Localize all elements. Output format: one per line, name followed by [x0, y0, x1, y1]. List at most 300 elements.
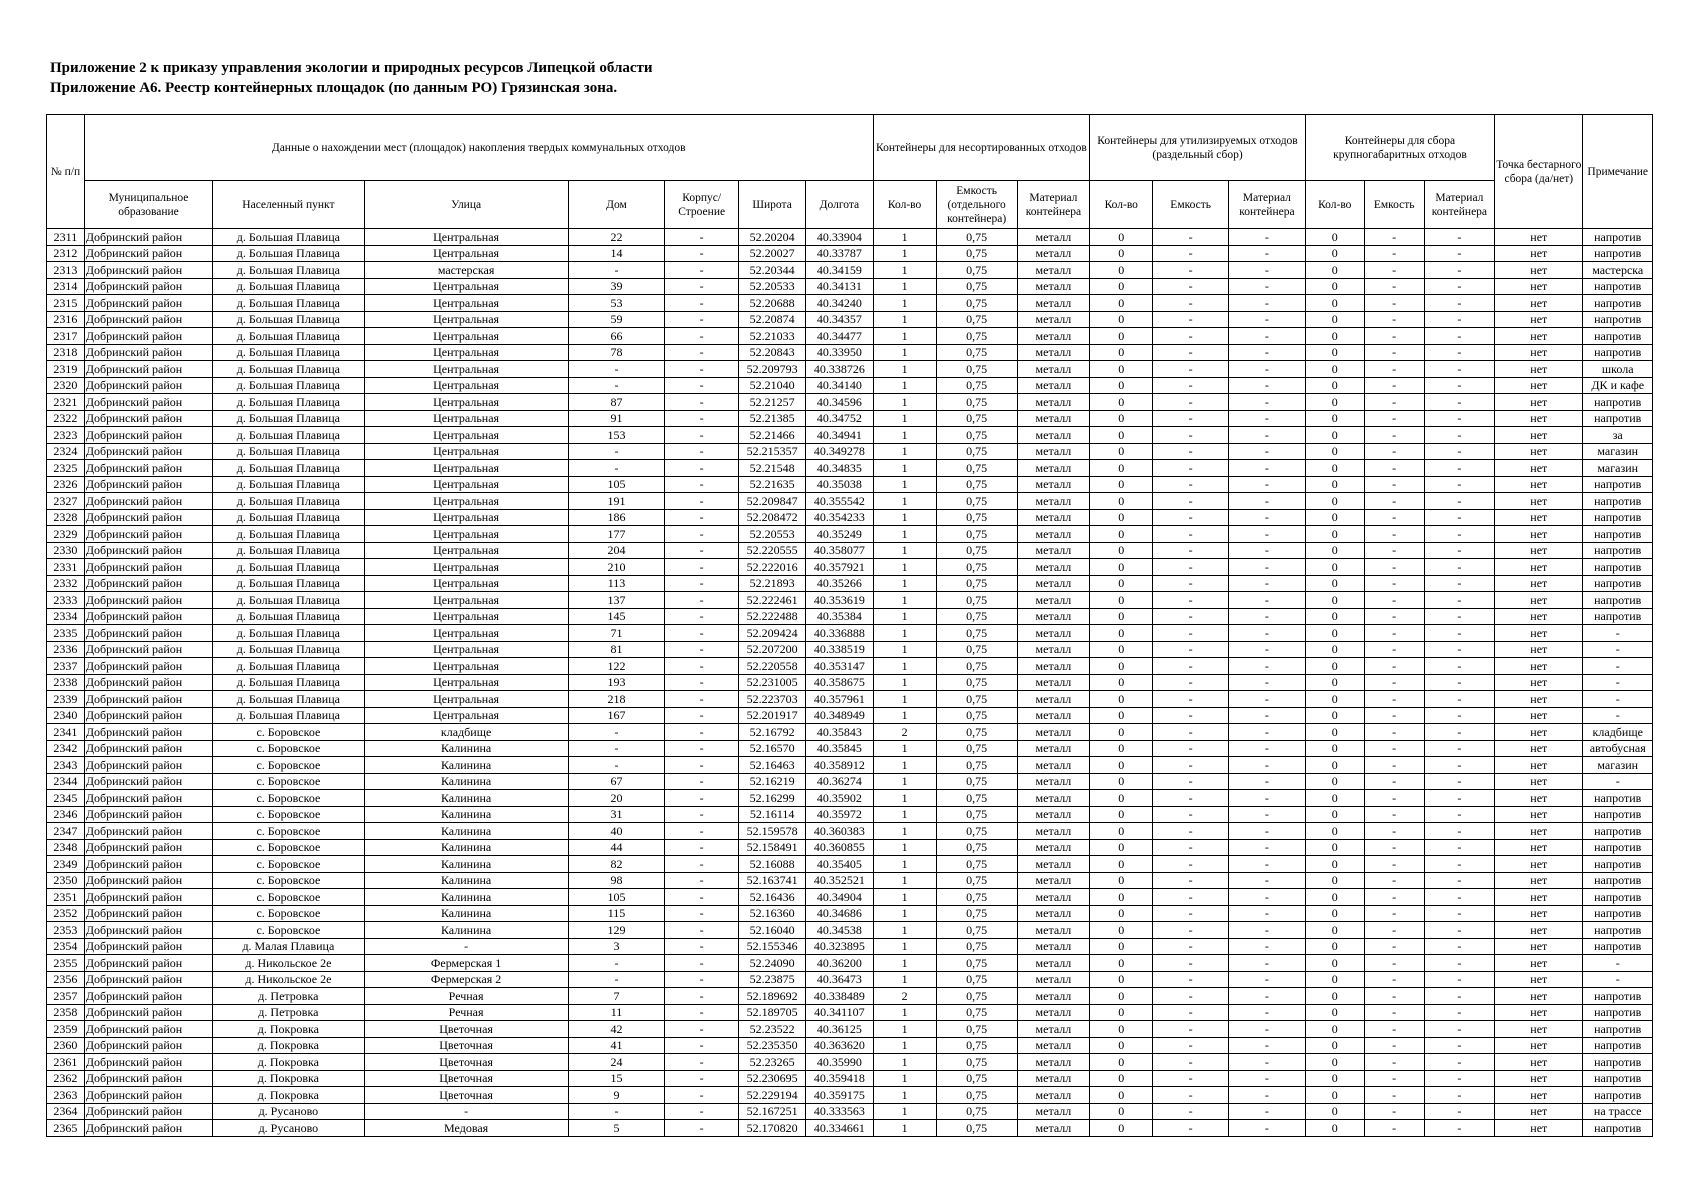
cell-longitude: 40.35845 — [806, 740, 873, 757]
cell-latitude: 52.209424 — [738, 625, 805, 642]
cell-notes: напротив — [1583, 872, 1653, 889]
cell-recyclable-material: - — [1229, 856, 1306, 873]
cell-house: 14 — [568, 245, 665, 262]
cell-unsorted-capacity: 0,75 — [936, 790, 1017, 807]
document-titles — [50, 58, 653, 98]
cell-recyclable-count: 0 — [1090, 542, 1153, 559]
cell-bagless: нет — [1495, 493, 1583, 510]
header-recyclable-count: Кол-во — [1090, 181, 1153, 229]
cell-building: - — [665, 856, 739, 873]
cell-house: 105 — [568, 889, 665, 906]
cell-recyclable-material: - — [1229, 988, 1306, 1005]
cell-latitude: 52.159578 — [738, 823, 805, 840]
cell-recyclable-capacity: - — [1153, 1087, 1229, 1104]
cell-street: Центральная — [364, 559, 568, 576]
cell-unsorted-material: металл — [1017, 691, 1090, 708]
table-row — [47, 394, 1653, 411]
cell-latitude: 52.215357 — [738, 443, 805, 460]
cell-settlement: д. Русаново — [213, 1120, 364, 1137]
cell-unsorted-capacity: 0,75 — [936, 1070, 1017, 1087]
header-unsorted-material: Материал контейнера — [1017, 181, 1090, 229]
table-row — [47, 443, 1653, 460]
cell-bulky-count: 0 — [1305, 1120, 1364, 1137]
cell-settlement: д. Русаново — [213, 1103, 364, 1120]
cell-notes: за — [1583, 427, 1653, 444]
cell-recyclable-count: 0 — [1090, 889, 1153, 906]
cell-num: 2335 — [47, 625, 85, 642]
cell-bulky-capacity: - — [1364, 245, 1424, 262]
cell-latitude: 52.170820 — [738, 1120, 805, 1137]
cell-recyclable-capacity: - — [1153, 394, 1229, 411]
cell-num: 2350 — [47, 872, 85, 889]
cell-house: 129 — [568, 922, 665, 939]
cell-bulky-material: - — [1424, 1103, 1494, 1120]
cell-unsorted-material: металл — [1017, 328, 1090, 345]
cell-unsorted-material: металл — [1017, 790, 1090, 807]
cell-notes: напротив — [1583, 509, 1653, 526]
cell-bulky-capacity: - — [1364, 707, 1424, 724]
cell-unsorted-material: металл — [1017, 724, 1090, 741]
cell-recyclable-count: 0 — [1090, 740, 1153, 757]
cell-longitude: 40.357921 — [806, 559, 873, 576]
cell-street: Центральная — [364, 361, 568, 378]
cell-bulky-capacity: - — [1364, 625, 1424, 642]
cell-unsorted-capacity: 0,75 — [936, 229, 1017, 246]
cell-bulky-count: 0 — [1305, 229, 1364, 246]
table-row — [47, 740, 1653, 757]
cell-recyclable-capacity: - — [1153, 526, 1229, 543]
cell-bulky-count: 0 — [1305, 839, 1364, 856]
cell-recyclable-material: - — [1229, 344, 1306, 361]
cell-latitude: 52.222016 — [738, 559, 805, 576]
header-house: Дом — [568, 181, 665, 229]
cell-unsorted-capacity: 0,75 — [936, 905, 1017, 922]
table-row — [47, 707, 1653, 724]
cell-settlement: с. Боровское — [213, 806, 364, 823]
cell-house: 44 — [568, 839, 665, 856]
cell-bagless: нет — [1495, 674, 1583, 691]
cell-unsorted-count: 2 — [873, 988, 936, 1005]
table-row — [47, 971, 1653, 988]
cell-recyclable-capacity: - — [1153, 229, 1229, 246]
cell-bagless: нет — [1495, 823, 1583, 840]
cell-num: 2320 — [47, 377, 85, 394]
cell-num: 2340 — [47, 707, 85, 724]
cell-recyclable-material: - — [1229, 806, 1306, 823]
cell-unsorted-capacity: 0,75 — [936, 1004, 1017, 1021]
cell-bagless: нет — [1495, 229, 1583, 246]
cell-longitude: 40.34835 — [806, 460, 873, 477]
table-row — [47, 1103, 1653, 1120]
cell-bulky-material: - — [1424, 658, 1494, 675]
cell-recyclable-count: 0 — [1090, 575, 1153, 592]
cell-bulky-count: 0 — [1305, 608, 1364, 625]
cell-unsorted-capacity: 0,75 — [936, 608, 1017, 625]
cell-recyclable-material: - — [1229, 542, 1306, 559]
cell-notes: напротив — [1583, 410, 1653, 427]
cell-recyclable-count: 0 — [1090, 278, 1153, 295]
cell-recyclable-capacity: - — [1153, 278, 1229, 295]
cell-latitude: 52.24090 — [738, 955, 805, 972]
cell-bulky-capacity: - — [1364, 823, 1424, 840]
table-header — [47, 115, 1653, 229]
cell-street: Центральная — [364, 625, 568, 642]
cell-bulky-material: - — [1424, 460, 1494, 477]
cell-recyclable-material: - — [1229, 377, 1306, 394]
cell-unsorted-count: 1 — [873, 245, 936, 262]
cell-bulky-material: - — [1424, 988, 1494, 1005]
cell-longitude: 40.355542 — [806, 493, 873, 510]
cell-building: - — [665, 1037, 739, 1054]
cell-unsorted-count: 1 — [873, 955, 936, 972]
cell-municipality: Добринский район — [84, 410, 212, 427]
cell-unsorted-count: 1 — [873, 823, 936, 840]
cell-municipality: Добринский район — [84, 344, 212, 361]
cell-latitude: 52.23265 — [738, 1054, 805, 1071]
cell-latitude: 52.16792 — [738, 724, 805, 741]
cell-bulky-capacity: - — [1364, 724, 1424, 741]
cell-unsorted-capacity: 0,75 — [936, 773, 1017, 790]
cell-longitude: 40.363620 — [806, 1037, 873, 1054]
cell-bulky-capacity: - — [1364, 542, 1424, 559]
cell-bagless: нет — [1495, 658, 1583, 675]
cell-longitude: 40.348949 — [806, 707, 873, 724]
cell-street: Центральная — [364, 476, 568, 493]
table-row — [47, 559, 1653, 576]
cell-bulky-capacity: - — [1364, 311, 1424, 328]
cell-num: 2323 — [47, 427, 85, 444]
cell-bulky-capacity: - — [1364, 988, 1424, 1005]
cell-num: 2311 — [47, 229, 85, 246]
cell-building: - — [665, 278, 739, 295]
cell-building: - — [665, 229, 739, 246]
cell-street: Центральная — [364, 526, 568, 543]
cell-num: 2314 — [47, 278, 85, 295]
cell-municipality: Добринский район — [84, 971, 212, 988]
cell-recyclable-count: 0 — [1090, 559, 1153, 576]
cell-longitude: 40.334661 — [806, 1120, 873, 1137]
cell-recyclable-material: - — [1229, 674, 1306, 691]
cell-recyclable-material: - — [1229, 410, 1306, 427]
cell-bulky-material: - — [1424, 790, 1494, 807]
cell-recyclable-count: 0 — [1090, 311, 1153, 328]
cell-bulky-capacity: - — [1364, 757, 1424, 774]
cell-street: Центральная — [364, 592, 568, 609]
cell-latitude: 52.207200 — [738, 641, 805, 658]
table-row — [47, 773, 1653, 790]
cell-longitude: 40.333563 — [806, 1103, 873, 1120]
cell-notes: напротив — [1583, 839, 1653, 856]
cell-unsorted-material: металл — [1017, 773, 1090, 790]
cell-unsorted-material: металл — [1017, 559, 1090, 576]
cell-municipality: Добринский район — [84, 674, 212, 691]
cell-municipality: Добринский район — [84, 361, 212, 378]
cell-unsorted-material: металл — [1017, 641, 1090, 658]
cell-num: 2354 — [47, 938, 85, 955]
cell-bagless: нет — [1495, 262, 1583, 279]
cell-notes: - — [1583, 625, 1653, 642]
cell-unsorted-material: металл — [1017, 427, 1090, 444]
cell-recyclable-capacity: - — [1153, 361, 1229, 378]
cell-bulky-capacity: - — [1364, 740, 1424, 757]
cell-bulky-capacity: - — [1364, 889, 1424, 906]
cell-street: Калинина — [364, 806, 568, 823]
header-recyclable-capacity: Емкость — [1153, 181, 1229, 229]
cell-unsorted-material: металл — [1017, 262, 1090, 279]
header-unsorted-capacity: Емкость (отдельного контейнера) — [936, 181, 1017, 229]
cell-num: 2322 — [47, 410, 85, 427]
cell-house: 31 — [568, 806, 665, 823]
cell-bulky-capacity: - — [1364, 592, 1424, 609]
cell-bagless: нет — [1495, 691, 1583, 708]
cell-notes: напротив — [1583, 905, 1653, 922]
cell-bulky-count: 0 — [1305, 707, 1364, 724]
cell-bulky-capacity: - — [1364, 938, 1424, 955]
cell-unsorted-count: 1 — [873, 757, 936, 774]
cell-street: Речная — [364, 1004, 568, 1021]
cell-house: - — [568, 262, 665, 279]
cell-num: 2353 — [47, 922, 85, 939]
cell-bulky-material: - — [1424, 905, 1494, 922]
cell-recyclable-count: 0 — [1090, 1070, 1153, 1087]
cell-settlement: с. Боровское — [213, 790, 364, 807]
cell-longitude: 40.336888 — [806, 625, 873, 642]
cell-bulky-material: - — [1424, 823, 1494, 840]
cell-street: кладбище — [364, 724, 568, 741]
cell-house: 24 — [568, 1054, 665, 1071]
cell-settlement: д. Большая Плавица — [213, 559, 364, 576]
cell-bagless: нет — [1495, 592, 1583, 609]
cell-longitude: 40.34596 — [806, 394, 873, 411]
cell-unsorted-capacity: 0,75 — [936, 394, 1017, 411]
cell-num: 2331 — [47, 559, 85, 576]
cell-street: Центральная — [364, 608, 568, 625]
cell-house: 98 — [568, 872, 665, 889]
cell-unsorted-count: 1 — [873, 476, 936, 493]
cell-municipality: Добринский район — [84, 608, 212, 625]
cell-num: 2337 — [47, 658, 85, 675]
cell-bulky-count: 0 — [1305, 410, 1364, 427]
cell-bulky-material: - — [1424, 625, 1494, 642]
cell-municipality: Добринский район — [84, 872, 212, 889]
table-row — [47, 1037, 1653, 1054]
cell-municipality: Добринский район — [84, 278, 212, 295]
cell-bulky-capacity: - — [1364, 905, 1424, 922]
header-street: Улица — [364, 181, 568, 229]
cell-num: 2352 — [47, 905, 85, 922]
cell-house: 67 — [568, 773, 665, 790]
cell-unsorted-material: металл — [1017, 1087, 1090, 1104]
cell-recyclable-capacity: - — [1153, 856, 1229, 873]
cell-latitude: 52.230695 — [738, 1070, 805, 1087]
cell-recyclable-count: 0 — [1090, 691, 1153, 708]
cell-recyclable-material: - — [1229, 823, 1306, 840]
cell-building: - — [665, 245, 739, 262]
cell-street: Центральная — [364, 229, 568, 246]
cell-num: 2363 — [47, 1087, 85, 1104]
cell-unsorted-capacity: 0,75 — [936, 311, 1017, 328]
cell-building: - — [665, 311, 739, 328]
cell-unsorted-count: 1 — [873, 460, 936, 477]
cell-bulky-count: 0 — [1305, 823, 1364, 840]
cell-bulky-count: 0 — [1305, 922, 1364, 939]
cell-municipality: Добринский район — [84, 905, 212, 922]
cell-recyclable-count: 0 — [1090, 344, 1153, 361]
cell-unsorted-material: металл — [1017, 938, 1090, 955]
cell-unsorted-count: 1 — [873, 658, 936, 675]
cell-house: - — [568, 740, 665, 757]
cell-unsorted-capacity: 0,75 — [936, 707, 1017, 724]
cell-unsorted-capacity: 0,75 — [936, 1087, 1017, 1104]
cell-num: 2365 — [47, 1120, 85, 1137]
cell-bagless: нет — [1495, 889, 1583, 906]
cell-street: Центральная — [364, 245, 568, 262]
cell-bulky-count: 0 — [1305, 955, 1364, 972]
cell-settlement: д. Большая Плавица — [213, 526, 364, 543]
cell-longitude: 40.338519 — [806, 641, 873, 658]
cell-bulky-capacity: - — [1364, 1070, 1424, 1087]
cell-unsorted-material: металл — [1017, 443, 1090, 460]
cell-notes: напротив — [1583, 1037, 1653, 1054]
cell-notes: ДК и кафе — [1583, 377, 1653, 394]
cell-bulky-capacity: - — [1364, 278, 1424, 295]
cell-settlement: д. Большая Плавица — [213, 575, 364, 592]
cell-notes: напротив — [1583, 922, 1653, 939]
cell-municipality: Добринский район — [84, 757, 212, 774]
cell-bulky-count: 0 — [1305, 889, 1364, 906]
cell-unsorted-capacity: 0,75 — [936, 988, 1017, 1005]
cell-bulky-capacity: - — [1364, 377, 1424, 394]
cell-longitude: 40.35038 — [806, 476, 873, 493]
cell-building: - — [665, 1054, 739, 1071]
cell-municipality: Добринский район — [84, 790, 212, 807]
cell-longitude: 40.34686 — [806, 905, 873, 922]
cell-notes: напротив — [1583, 592, 1653, 609]
cell-unsorted-material: металл — [1017, 542, 1090, 559]
cell-longitude: 40.354233 — [806, 509, 873, 526]
cell-municipality: Добринский район — [84, 427, 212, 444]
cell-settlement: д. Большая Плавица — [213, 625, 364, 642]
cell-street: Центральная — [364, 295, 568, 312]
cell-recyclable-material: - — [1229, 443, 1306, 460]
cell-notes: мастерска — [1583, 262, 1653, 279]
cell-bulky-count: 0 — [1305, 740, 1364, 757]
cell-num: 2321 — [47, 394, 85, 411]
cell-num: 2341 — [47, 724, 85, 741]
cell-settlement: д. Большая Плавица — [213, 460, 364, 477]
cell-bulky-count: 0 — [1305, 493, 1364, 510]
cell-house: 66 — [568, 328, 665, 345]
cell-settlement: с. Боровское — [213, 724, 364, 741]
cell-street: Калинина — [364, 757, 568, 774]
cell-bulky-count: 0 — [1305, 592, 1364, 609]
cell-unsorted-count: 1 — [873, 575, 936, 592]
cell-street: Центральная — [364, 328, 568, 345]
cell-unsorted-count: 1 — [873, 856, 936, 873]
table-row — [47, 839, 1653, 856]
cell-latitude: 52.167251 — [738, 1103, 805, 1120]
cell-latitude: 52.158491 — [738, 839, 805, 856]
cell-recyclable-material: - — [1229, 889, 1306, 906]
cell-building: - — [665, 740, 739, 757]
cell-latitude: 52.23522 — [738, 1021, 805, 1038]
cell-recyclable-capacity: - — [1153, 1103, 1229, 1120]
cell-bagless: нет — [1495, 509, 1583, 526]
cell-recyclable-capacity: - — [1153, 575, 1229, 592]
cell-building: - — [665, 955, 739, 972]
cell-recyclable-material: - — [1229, 1087, 1306, 1104]
cell-recyclable-count: 0 — [1090, 641, 1153, 658]
cell-street: Центральная — [364, 509, 568, 526]
cell-unsorted-count: 1 — [873, 311, 936, 328]
cell-unsorted-material: металл — [1017, 245, 1090, 262]
cell-unsorted-material: металл — [1017, 823, 1090, 840]
cell-unsorted-capacity: 0,75 — [936, 806, 1017, 823]
cell-street: Центральная — [364, 443, 568, 460]
cell-house: 15 — [568, 1070, 665, 1087]
cell-recyclable-count: 0 — [1090, 707, 1153, 724]
cell-bulky-material: - — [1424, 361, 1494, 378]
table-row — [47, 1021, 1653, 1038]
cell-building: - — [665, 625, 739, 642]
cell-bulky-count: 0 — [1305, 443, 1364, 460]
cell-municipality: Добринский район — [84, 542, 212, 559]
cell-house: 81 — [568, 641, 665, 658]
cell-num: 2343 — [47, 757, 85, 774]
cell-bulky-count: 0 — [1305, 872, 1364, 889]
title-line-2: Приложение А6. Реестр контейнерных площадок (по данным РО) Грязинская зона. — [50, 80, 618, 96]
cell-recyclable-material: - — [1229, 641, 1306, 658]
cell-bulky-material: - — [1424, 839, 1494, 856]
cell-unsorted-material: металл — [1017, 311, 1090, 328]
cell-street: - — [364, 938, 568, 955]
cell-bulky-count: 0 — [1305, 806, 1364, 823]
cell-unsorted-material: металл — [1017, 476, 1090, 493]
cell-bulky-count: 0 — [1305, 542, 1364, 559]
cell-settlement: д. Большая Плавица — [213, 361, 364, 378]
cell-municipality: Добринский район — [84, 938, 212, 955]
cell-recyclable-material: - — [1229, 559, 1306, 576]
cell-recyclable-capacity: - — [1153, 493, 1229, 510]
cell-street: Цветочная — [364, 1021, 568, 1038]
cell-bagless: нет — [1495, 608, 1583, 625]
cell-municipality: Добринский район — [84, 229, 212, 246]
cell-municipality: Добринский район — [84, 1037, 212, 1054]
cell-building: - — [665, 872, 739, 889]
cell-house: 115 — [568, 905, 665, 922]
cell-unsorted-count: 1 — [873, 889, 936, 906]
cell-bulky-count: 0 — [1305, 1070, 1364, 1087]
cell-recyclable-material: - — [1229, 476, 1306, 493]
cell-settlement: с. Боровское — [213, 872, 364, 889]
cell-num: 2361 — [47, 1054, 85, 1071]
cell-recyclable-count: 0 — [1090, 427, 1153, 444]
table-row — [47, 806, 1653, 823]
cell-municipality: Добринский район — [84, 707, 212, 724]
cell-bulky-material: - — [1424, 1004, 1494, 1021]
table-row — [47, 955, 1653, 972]
cell-unsorted-count: 1 — [873, 295, 936, 312]
cell-unsorted-capacity: 0,75 — [936, 641, 1017, 658]
cell-bulky-capacity: - — [1364, 922, 1424, 939]
cell-bagless: нет — [1495, 773, 1583, 790]
cell-recyclable-count: 0 — [1090, 476, 1153, 493]
cell-street: Калинина — [364, 823, 568, 840]
cell-bulky-material: - — [1424, 608, 1494, 625]
table-row — [47, 872, 1653, 889]
cell-building: - — [665, 971, 739, 988]
cell-num: 2328 — [47, 509, 85, 526]
